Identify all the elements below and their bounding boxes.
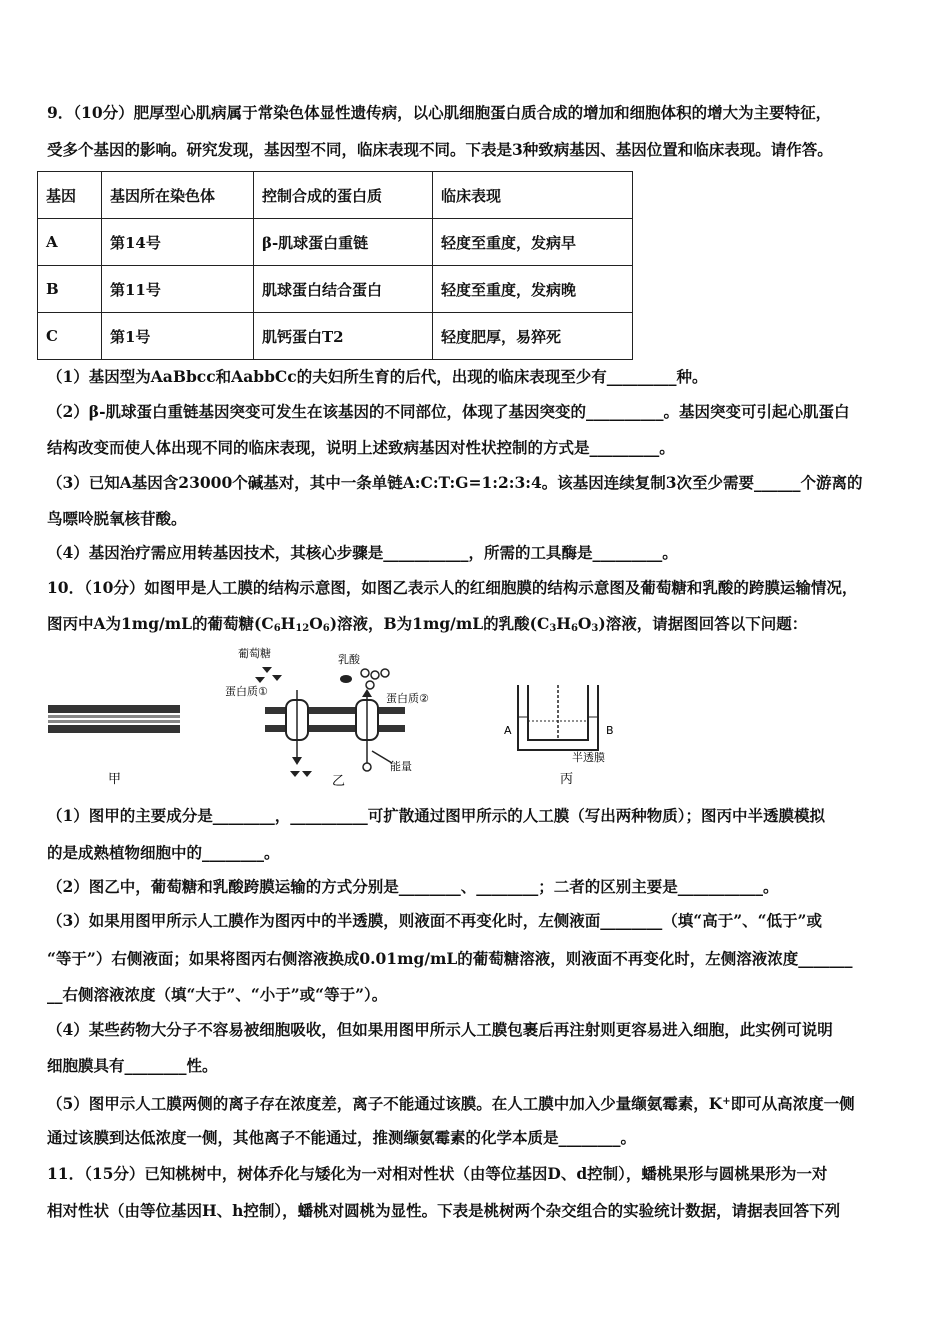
- q10-part1-line1: （1）图甲的主要成分是________，__________可扩散通过图甲所示的人工膜（写出两种物质）；图丙中半透膜模拟: [47, 806, 826, 825]
- table-cell: 第1号: [102, 313, 254, 360]
- q9-part3-line1: （3）已知A基因含23000个碱基对，其中一条单链A:C:T:G=1:2:3:4。该基因连续复制3次至少需要______个游离的: [47, 473, 863, 492]
- q10-part3-line3: __右侧溶液浓度（填“大于”、“小于”或“等于”）。: [47, 985, 388, 1004]
- glucose-molecules-icon: [255, 667, 282, 683]
- membrane-figure: [40, 645, 640, 790]
- figure-yi-membrane: [225, 646, 429, 777]
- q9-intro-line1: 9．（10分）肥厚型心肌病属于常染色体显性遗传病，以心肌细胞蛋白质合成的增加和细胞体积的增大为主要特征，: [47, 103, 832, 122]
- table-cell: 轻度至重度，发病早: [433, 219, 633, 266]
- q11-intro-line1: 11．（15分）已知桃树中，树体乔化与矮化为一对相对性状（由等位基因D、d控制），蟠桃果形与圆桃果形为一对: [47, 1164, 828, 1183]
- table-header-cell: 临床表现: [433, 172, 633, 219]
- label-energy: 能量: [390, 760, 412, 773]
- table-cell: 第14号: [102, 219, 254, 266]
- table-header-row: [38, 172, 633, 219]
- label-protein1: 蛋白质①: [225, 685, 268, 698]
- label-side-b: B: [606, 724, 614, 737]
- label-semipermeable-membrane: 半透膜: [572, 751, 605, 764]
- table-cell: 轻度肥厚，易猝死: [433, 313, 633, 360]
- q10-part3-line1: （3）如果用图甲所示人工膜作为图丙中的半透膜，则液面不再变化时，左侧液面________（填“高于”、“低于”或: [47, 911, 822, 930]
- figure-bing-utube: [504, 685, 614, 764]
- q9-part2-line1: （2）β-肌球蛋白重链基因突变可发生在该基因的不同部位，体现了基因突变的__________。基因突变可引起心肌蛋白: [47, 402, 850, 421]
- label-glucose: 葡萄糖: [238, 647, 271, 660]
- table-header-cell: 基因: [38, 172, 102, 219]
- table-cell: 肌钙蛋白T2: [254, 313, 433, 360]
- q9-part3-line2: 鸟嘌呤脱氧核苷酸。: [47, 509, 187, 528]
- q10-part2: （2）图乙中，葡萄糖和乳酸跨膜运输的方式分别是________、________；二者的区别主要是___________。: [47, 877, 779, 896]
- q9-part4: （4）基因治疗需应用转基因技术，其核心步骤是___________，所需的工具酶是_________。: [47, 543, 678, 562]
- table-cell: β-肌球蛋白重链: [254, 219, 433, 266]
- q10-part4-line1: （4）某些药物大分子不容易被细胞吸收，但如果用图甲所示人工膜包裹后再注射则更容易进入细胞，此实例可说明: [47, 1020, 833, 1039]
- table-row: [38, 313, 633, 360]
- table-cell: C: [38, 313, 102, 360]
- q10-part5-line2: 通过该膜到达低浓度一侧，其他离子不能通过，推测缬氨霉素的化学本质是________。: [47, 1128, 637, 1147]
- label-yi: 乙: [332, 774, 346, 789]
- gene-table: [37, 171, 633, 360]
- q10-intro-line1: 10．（10分）如图甲是人工膜的结构示意图，如图乙表示人的红细胞膜的结构示意图及葡萄糖和乳酸的跨膜运输情况，: [47, 578, 858, 597]
- q10-part5-line1: （5）图甲示人工膜两侧的离子存在浓度差，离子不能通过该膜。在人工膜中加入少量缬氨霉素，K+即可从高浓度一侧: [47, 1094, 855, 1113]
- table-cell: B: [38, 266, 102, 313]
- q9-part2-line2: 结构改变而使人体出现不同的临床表现，说明上述致病基因对性状控制的方式是_________。: [47, 438, 675, 457]
- lactic-molecule-icon: [340, 675, 352, 683]
- label-protein2: 蛋白质②: [386, 692, 429, 705]
- q10-intro-line2: 图丙中A为1mg/mL的葡萄糖$(C_6H_{12}O_6)$溶液，B为1mg/mL的乳酸$(C_3H_6O_3)$溶液，请据图回答以下问题：: [47, 614, 808, 634]
- figure-jia-bilayer: [48, 705, 180, 733]
- table-cell: 第11号: [102, 266, 254, 313]
- q10-part4-line2: 细胞膜具有________性。: [47, 1056, 218, 1075]
- q9-intro-line2: 受多个基因的影响。研究发现，基因型不同，临床表现不同。下表是3种致病基因、基因位置和临床表现。请作答。: [47, 140, 833, 159]
- table-cell: 轻度至重度，发病晚: [433, 266, 633, 313]
- table-header-cell: 基因所在染色体: [102, 172, 254, 219]
- q9-part1: （1）基因型为AaBbcc和AabbCc的夫妇所生育的后代，出现的临床表现至少有_________种。: [47, 367, 708, 386]
- q10-part1-line2: 的是成熟植物细胞中的________。: [47, 843, 280, 862]
- label-lactic: 乳酸: [338, 653, 360, 666]
- table-cell: 肌球蛋白结合蛋白: [254, 266, 433, 313]
- table-row: [38, 266, 633, 313]
- table-cell: A: [38, 219, 102, 266]
- table-header-cell: 控制合成的蛋白质: [254, 172, 433, 219]
- q11-intro-line2: 相对性状（由等位基因H、h控制），蟠桃对圆桃为显性。下表是桃树两个杂交组合的实验统计数据，请据表回答下列: [47, 1201, 841, 1220]
- label-bing: 丙: [560, 772, 574, 787]
- table-row: [38, 219, 633, 266]
- label-jia: 甲: [108, 772, 122, 787]
- label-side-a: A: [504, 724, 512, 737]
- q10-part3-line2: “等于”）右侧液面；如果将图丙右侧溶液换成0.01mg/mL的葡萄糖溶液，则液面不再变化时，左侧溶液浓度_______: [47, 949, 853, 968]
